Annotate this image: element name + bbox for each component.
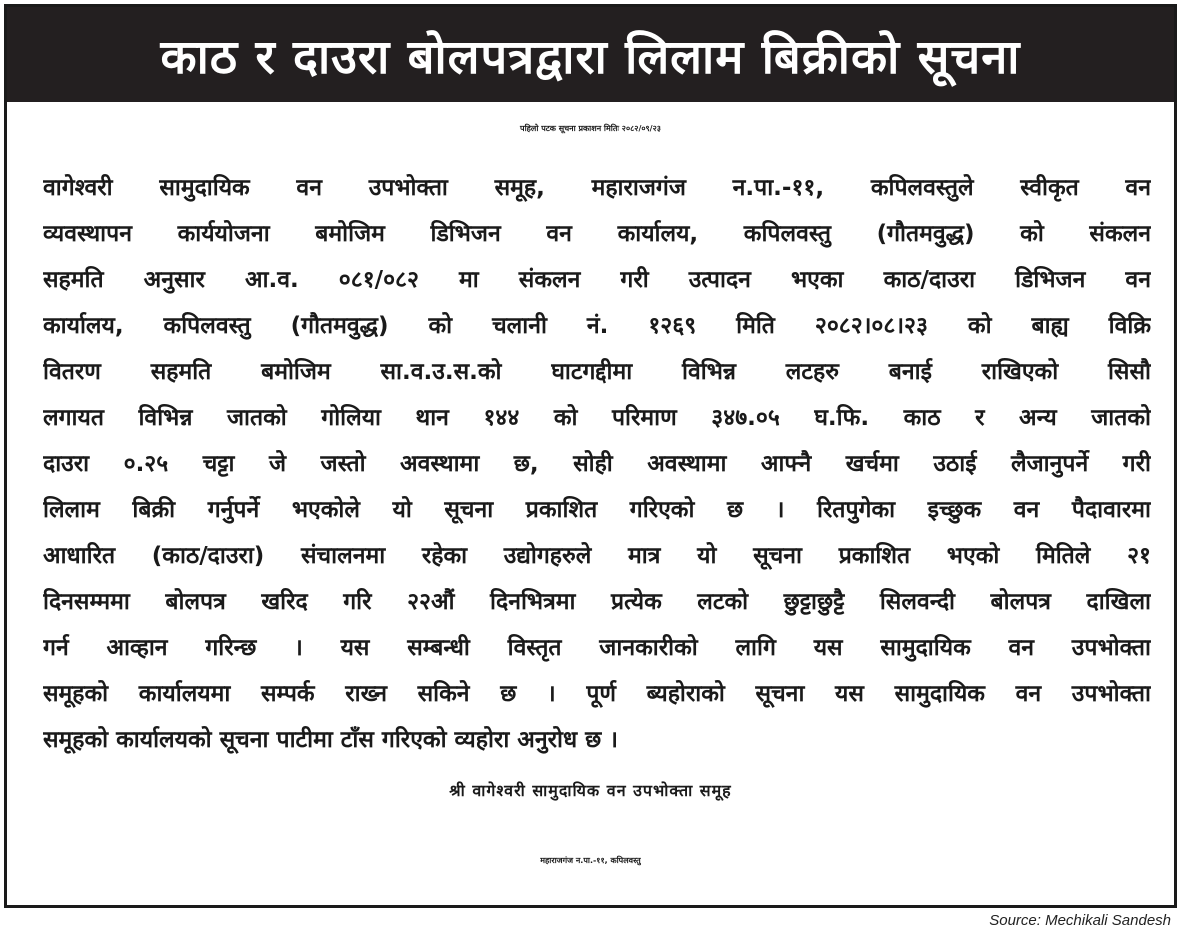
title-bar [7,7,1174,102]
body-line: दाउरा ०.२५ चट्टा जे जस्तो अवस्थामा छ, सोही अवस्थामा आफ्नै खर्चमा उठाई लैजानुपर्ने गरी [43,451,1151,477]
organization-name: श्री वागेश्वरी सामुदायिक वन उपभोक्ता समूह [449,781,732,800]
body-line: कार्यालय, कपिलवस्तु (गौतमवुद्ध) को चलानी नं. १२६९ मिति २०८२।०८।२३ को बाह्य विक्रि [43,313,1151,339]
body-line: गर्न आव्हान गरिन्छ । यस सम्बन्धी विस्तृत जानकारीको लागि यस सामुदायिक वन उपभोक्ता [43,635,1151,661]
body-line: सहमति अनुसार आ.व. ०८१/०८२ मा संकलन गरी उत्पादन भएका काठ/दाउरा डिभिजन वन [43,267,1151,293]
body-line: लगायत विभिन्न जातको गोलिया थान १४४ को परिमाण ३४७.०५ घ.फि. काठ र अन्य जातको [43,405,1151,431]
notice-title: काठ र दाउरा बोलपत्रद्वारा लिलाम बिक्रीको सूचना [160,29,1021,85]
publish-date: पहिलो पटक सूचना प्रकाशन मितिः २०८२/०९/२३ [520,124,661,133]
source-credit: Source: Mechikali Sandesh [989,912,1171,929]
body-line: वागेश्वरी सामुदायिक वन उपभोक्ता समूह, महाराजगंज न.पा.-११, कपिलवस्तुले स्वीकृत वन [43,175,1151,201]
body-line: समूहको कार्यालयमा सम्पर्क राख्न सकिने छ । पूर्ण ब्यहोराको सूचना यस सामुदायिक वन उपभोक्ता [43,681,1151,707]
notice-frame [4,4,1177,908]
notice-body [43,165,1151,763]
body-line: व्यवस्थापन कार्ययोजना बमोजिम डिभिजन वन कार्यालय, कपिलवस्तु (गौतमवुद्ध) को संकलन [43,221,1151,247]
body-line: वितरण सहमति बमोजिम सा.व.उ.स.को घाटगद्दीमा विभिन्न लटहरु बनाई राखिएको सिसौ [43,359,1151,385]
body-line: लिलाम बिक्री गर्नुपर्ने भएकोले यो सूचना प्रकाशित गरिएको छ । रितपुगेका इच्छुक वन पैदावारमा [43,497,1151,523]
body-line: दिनसम्ममा बोलपत्र खरिद गरि २२औं दिनभित्रमा प्रत्येक लटको छुट्टाछुट्टै सिलवन्दी बोलपत्र दाखिला [43,589,1151,615]
body-line: आधारित (काठ/दाउरा) संचालनमा रहेका उद्योगहरुले मात्र यो सूचना प्रकाशित भएको मितिले २१ [43,543,1151,569]
body-line: समूहको कार्यालयको सूचना पाटीमा टाँस गरिएको व्यहोरा अनुरोध छ । [43,727,619,753]
organization-address: महाराजगंज न.पा.-११, कपिलवस्तु [540,856,641,865]
